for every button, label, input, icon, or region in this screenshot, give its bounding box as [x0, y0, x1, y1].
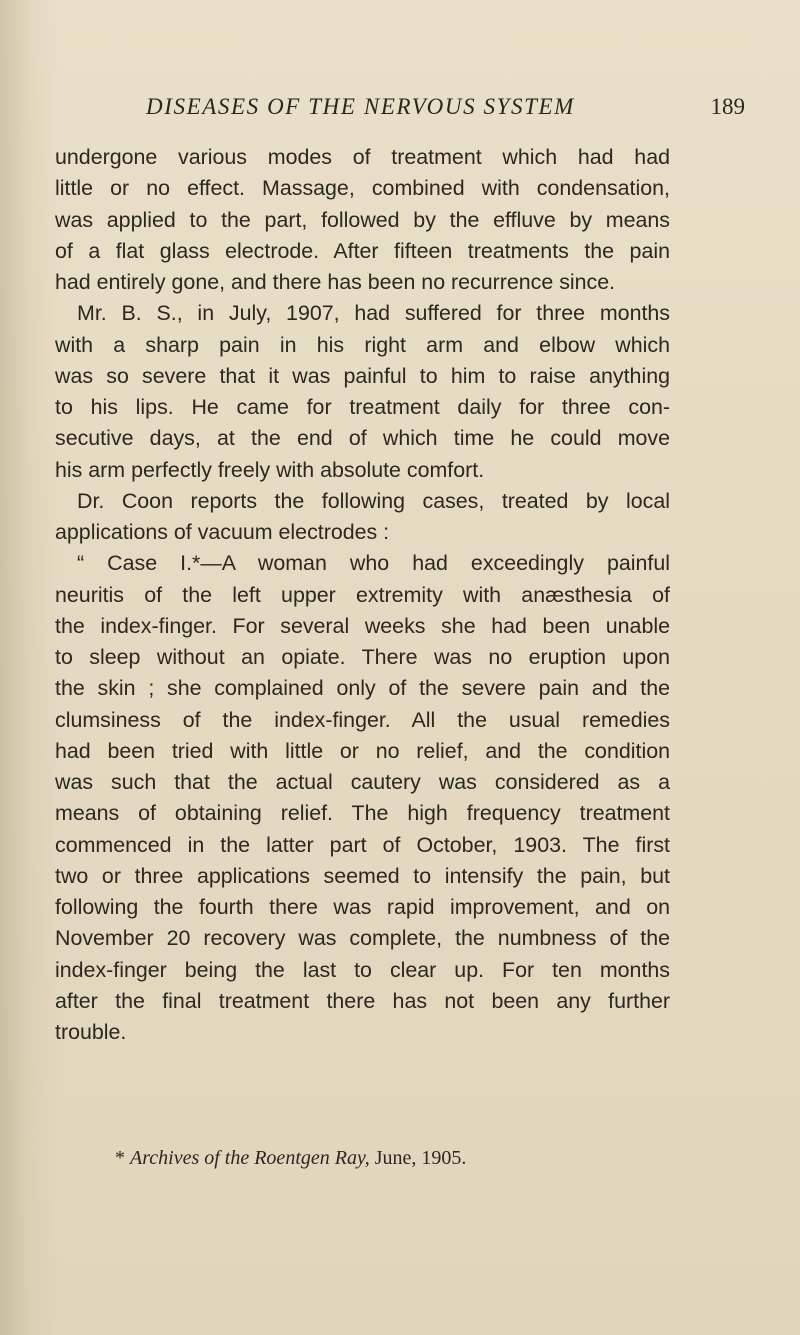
text-line: November 20 recovery was complete, the numbness of the	[55, 926, 670, 951]
text-line: with a sharp pain in his right arm and elbow which	[55, 332, 670, 357]
page-header	[55, 94, 745, 128]
text-line: had been tried with little or no relief, and the condition	[55, 738, 670, 763]
body-text	[55, 142, 670, 1048]
footnote-source: Archives of the Roentgen Ray,	[130, 1147, 370, 1169]
footnote	[115, 1147, 466, 1170]
text-line: little or no effect. Massage, combined with condensation,	[55, 176, 670, 201]
footnote-date: June, 1905.	[374, 1147, 467, 1169]
text-line: following the fourth there was rapid improvement, and on	[55, 895, 670, 919]
text-line: clumsiness of the index-finger. All the usual remedies	[55, 707, 670, 732]
text-line: the skin ; she complained only of the severe pain and the	[55, 676, 670, 701]
text-line: of a flat glass electrode. After fifteen treatments the pain	[55, 238, 670, 263]
text-line: Dr. Coon reports the following cases, treated by local	[77, 488, 670, 513]
text-line: was so severe that it was painful to him to raise anything	[55, 363, 670, 388]
text-line: “ Case I.*—A woman who had exceedingly painful	[77, 551, 670, 576]
text-line: to his lips. He came for treatment daily for three con-	[55, 395, 670, 419]
text-line: index-finger being the last to clear up. For ten months	[55, 957, 670, 982]
text-line: after the final treatment there has not been any further	[55, 988, 670, 1013]
text-line: means of obtaining relief. The high frequency treatment	[55, 801, 670, 826]
text-line: secutive days, at the end of which time he could move	[55, 426, 670, 451]
text-line: the index-finger. For several weeks she had been unable	[55, 613, 670, 638]
text-line: trouble.	[55, 1020, 127, 1044]
text-line: to sleep without an opiate. There was no eruption upon	[55, 645, 670, 669]
running-title: DISEASES OF THE NERVOUS SYSTEM	[146, 94, 575, 119]
page-number: 189	[710, 94, 745, 119]
text-line: two or three applications seemed to intensify the pain, but	[55, 863, 670, 888]
footnote-marker: *	[115, 1147, 125, 1169]
text-line: applications of vacuum electrodes :	[55, 520, 390, 544]
text-line: undergone various modes of treatment which had had	[55, 145, 670, 169]
text-line: neuritis of the left upper extremity with anæsthesia of	[55, 582, 670, 607]
text-line: was applied to the part, followed by the effluve by means	[55, 207, 670, 232]
text-line: commenced in the latter part of October, 1903. The first	[55, 832, 670, 857]
text-line: Mr. B. S., in July, 1907, had suffered for three months	[77, 301, 670, 326]
text-line: had entirely gone, and there has been no recurrence since.	[55, 270, 616, 294]
text-line: was such that the actual cautery was considered as a	[55, 770, 670, 794]
text-line: his arm perfectly freely with absolute comfort.	[55, 457, 485, 482]
